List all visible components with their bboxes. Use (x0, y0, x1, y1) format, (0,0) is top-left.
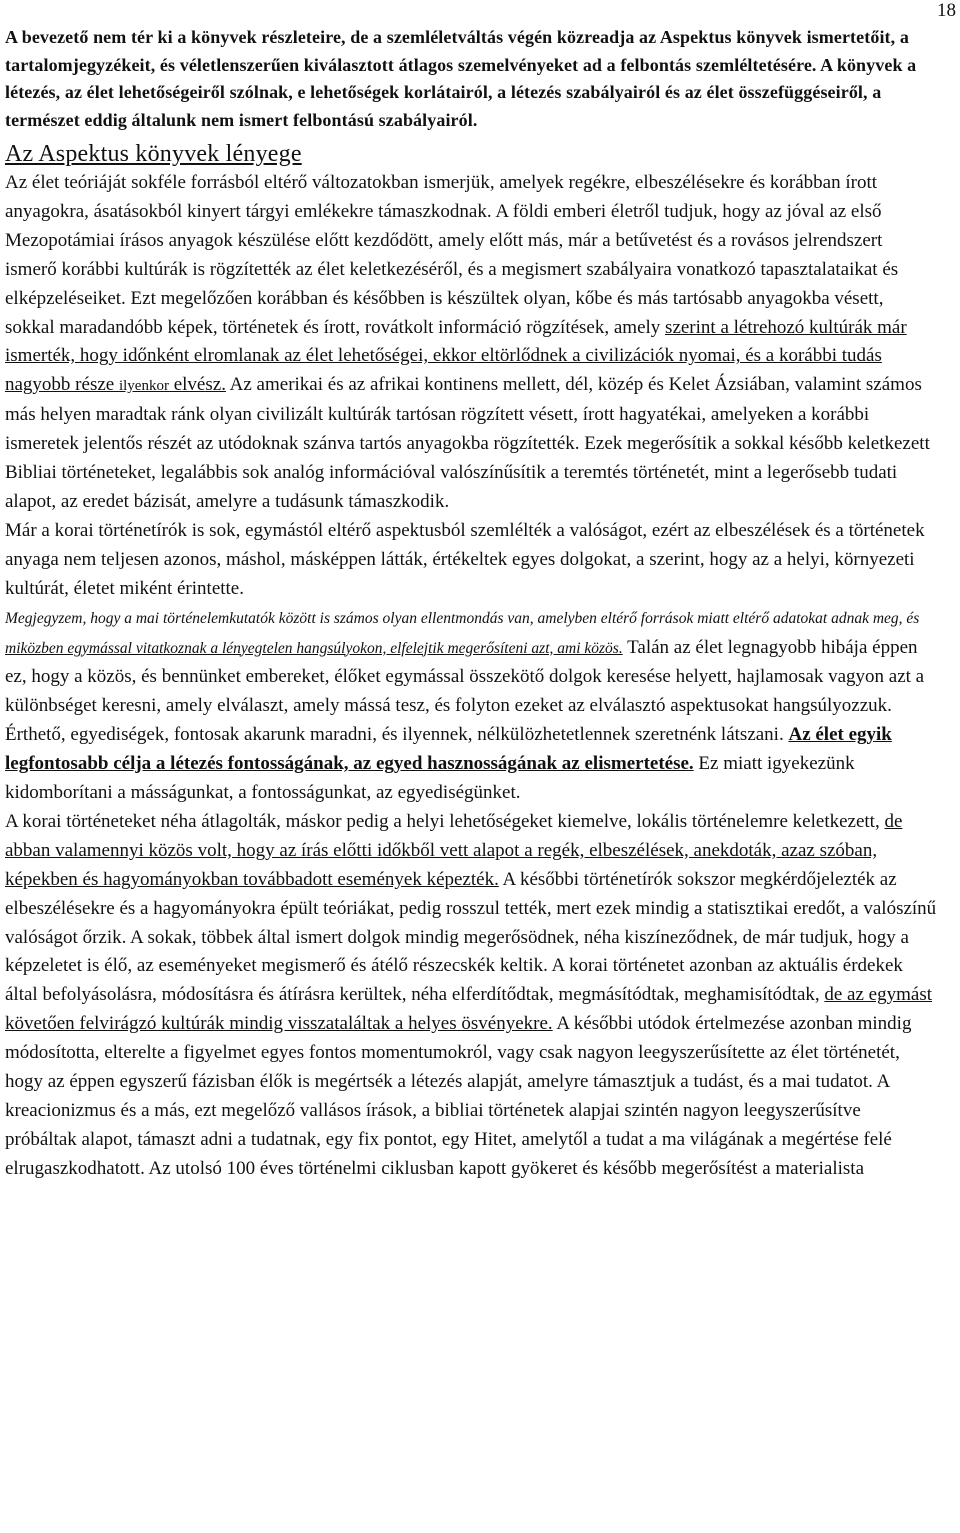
paragraph-text: A későbbi történetírók sokszor megkérdőjelezték az elbeszélésekre és a hagyományokra épült teóriákat, pedig rosszul tették, mert ezek mindig a statisztikai eredőt, a valószínű valóságot őrzik. A sokak, többek által ismert dolgok mindig megerősödnek, néha kiszíneződnek, de már tudjuk, hogy a képzeletet is élő, az eseményeket megismerő és átélő részecskék keltik. A korai történetet azonban az aktuális érdekek által befolyásolásra, módosításra és átírásra kerültek, néha elferdítődtak, megmásítódtak, meghamisítódtak, (5, 868, 937, 1006)
paragraph-text: Ez miatt igyekezünk kidomborítani a másságunkat, a fontosságunkat, az egyediségünket. (5, 753, 855, 804)
paragraph-text: Az élet teóriáját sokféle forrásból eltérő változatokban ismerjük, amelyek regékre, elbeszélésekre és korábban írott anyagokra, ásatásokból kinyert tárgyi emlékekre támaszkodnak. A földi emberi életről tudjuk, hogy az jóval az első Mezopotámiai írásos anyagok készülése előtt kezdődött, amely előtt más, már a betűvetést és a rovásos jelrendszert ismerő korábbi kultúrák is rögzítették az élet keletkezéséről, és a megismert szabályaira vonatkozó tapasztalataikat és elképzeléseiket. Ezt megelőzően korábban és későbben is készültek olyan, kőbe és más tartósabb anyagokba vésett, sokkal maradandóbb képek, történetek és írott, rovátkolt információ rögzítések, amely (5, 172, 899, 338)
section-heading: Az Aspektus könyvek lényege (5, 141, 302, 167)
page-number: 18 (937, 0, 956, 21)
underlined-text-end: elvész. (168, 374, 226, 396)
underlined-passage: de abban valamennyi közös volt, hogy az írás előtti időkből vett alapot a regék, elbeszélések, anekdoták, azaz szóban, képekben és hagyományokban továbbadott események képezték. (5, 810, 903, 890)
bold-underlined-statement: Az élet egyik legfontosabb célja a létezés fontosságának, az egyed hasznosságának az elismertetése. (5, 724, 892, 775)
paragraph-text: Az amerikai és az afrikai kontinens mellett, dél, közép és Kelet Ázsiában, valamint számos más helyen maradtak ránk olyan civilizált kultúrák tartósan rögzített vésett, írott hagyatékai, amelyeken a korábbi ismeretek jelentős részét az utódoknak szánva tartós anyagokba rögzítették. Ezek megerősítik a sokkal később keletkezett Bibliai történeteket, legalábbis sok analóg információval valószínűsítik a teremtés történetét, mint a legerősebb tudati alapot, az eredet bázisát, amelyre a tudásunk támaszkodik. (5, 374, 930, 512)
paragraph-text: A későbbi utódok értelmezése azonban mindig módosította, elterelte a figyelmet egyes fontos momentumokról, vagy csak nagyon leegyszerűsítette az élet történetét, hogy az éppen egyszerű fázisban élők is megértsék a létezés alapját, amelyre támasztjuk a tudást, és a mai tudatot. A kreacionizmus és a más, ezt megelőző vallásos írások, a bibliai történetek alapjai szintén nagyon leegyszerűsítve próbáltak alapot, támaszt adni a tudatnak, egy fix pontot, egy Hitet, amelytől a tudat a ma világának a megértése felé elrugaszkodhatott. Az utolsó 100 éves történelmi ciklusban kapott gyökeret és később megerősítést a materialista (5, 1013, 912, 1179)
paragraph-early-stories (5, 808, 937, 1184)
paragraph-historians (5, 517, 937, 808)
italic-note: Megjegyzem, hogy a mai történelemkutatók között is számos olyan ellentmondás van, amelyben eltérő források miatt eltérő adatokat adnak meg, és (5, 609, 920, 627)
paragraph-text: A korai történeteket néha átlagolták, máskor pedig a helyi lehetőségeket kiemelve, lokális történelemre keletkezett, (5, 810, 885, 832)
paragraph-text: Talán az élet legnagyobb hibája éppen ez, hogy a közös, és bennünket embereket, élőket egymással összekötő dolgok keresése helyett, hajlamosak vagyon azt a különbséget keresni, amely elválaszt, amely mássá tesz, és folyton ezeket az elválasztó aspektusokat hangsúlyozzuk. Érthető, egyediségek, fontosak akarunk maradni, és ilyennek, nélkülözhetetlennek szeretnénk látszani. (5, 636, 925, 746)
paragraph-text: Már a korai történetírók is sok, egymástól eltérő aspektusból szemlélték a valóságot, ezért az elbeszélések és a történetek anyaga nem teljesen azonos, máshol, másképpen látták, értékeltek egyes dolgokat, a szerint, hogy az a helyi, környezeti kultúrát, életet miként érintette. (5, 519, 925, 599)
underlined-passage: de az egymást követően felvirágzó kultúrák mindig visszataláltak a helyes ösvényekre. (5, 984, 932, 1035)
intro-paragraph: A bevezető nem tér ki a könyvek részleteire, de a szemléletváltás végén közreadja az Aspektus könyvek ismertetőit, a tartalomjegyzékeit, és véletlenszerűen kiválasztott átlagos szemelvényeket ad a felbontás szemléltetésére. A könyvek a létezés, az élet lehetőségeiről szólnak, e lehetőségek korlátairól, a létezés szabályairól és az élet összefüggéseiről, a természet eddig általunk nem ismert felbontású szabályairól. (5, 27, 917, 130)
small-word: ilyenkor (118, 378, 169, 395)
underlined-text: szerint a létrehozó kultúrák már ismerték, hogy időnként elromlanak az élet lehetőségei, ekkor eltörlődnek a civilizációk nyomai, és a korábbi tudás nagyobb része (5, 316, 907, 396)
italic-note-underlined: miközben egymással vitatkoznak a lényegtelen hangsúlyokon, elfelejtik megerősíteni azt, ami közös. (5, 639, 623, 657)
page-content (5, 24, 937, 1184)
paragraph-origins (5, 169, 937, 517)
